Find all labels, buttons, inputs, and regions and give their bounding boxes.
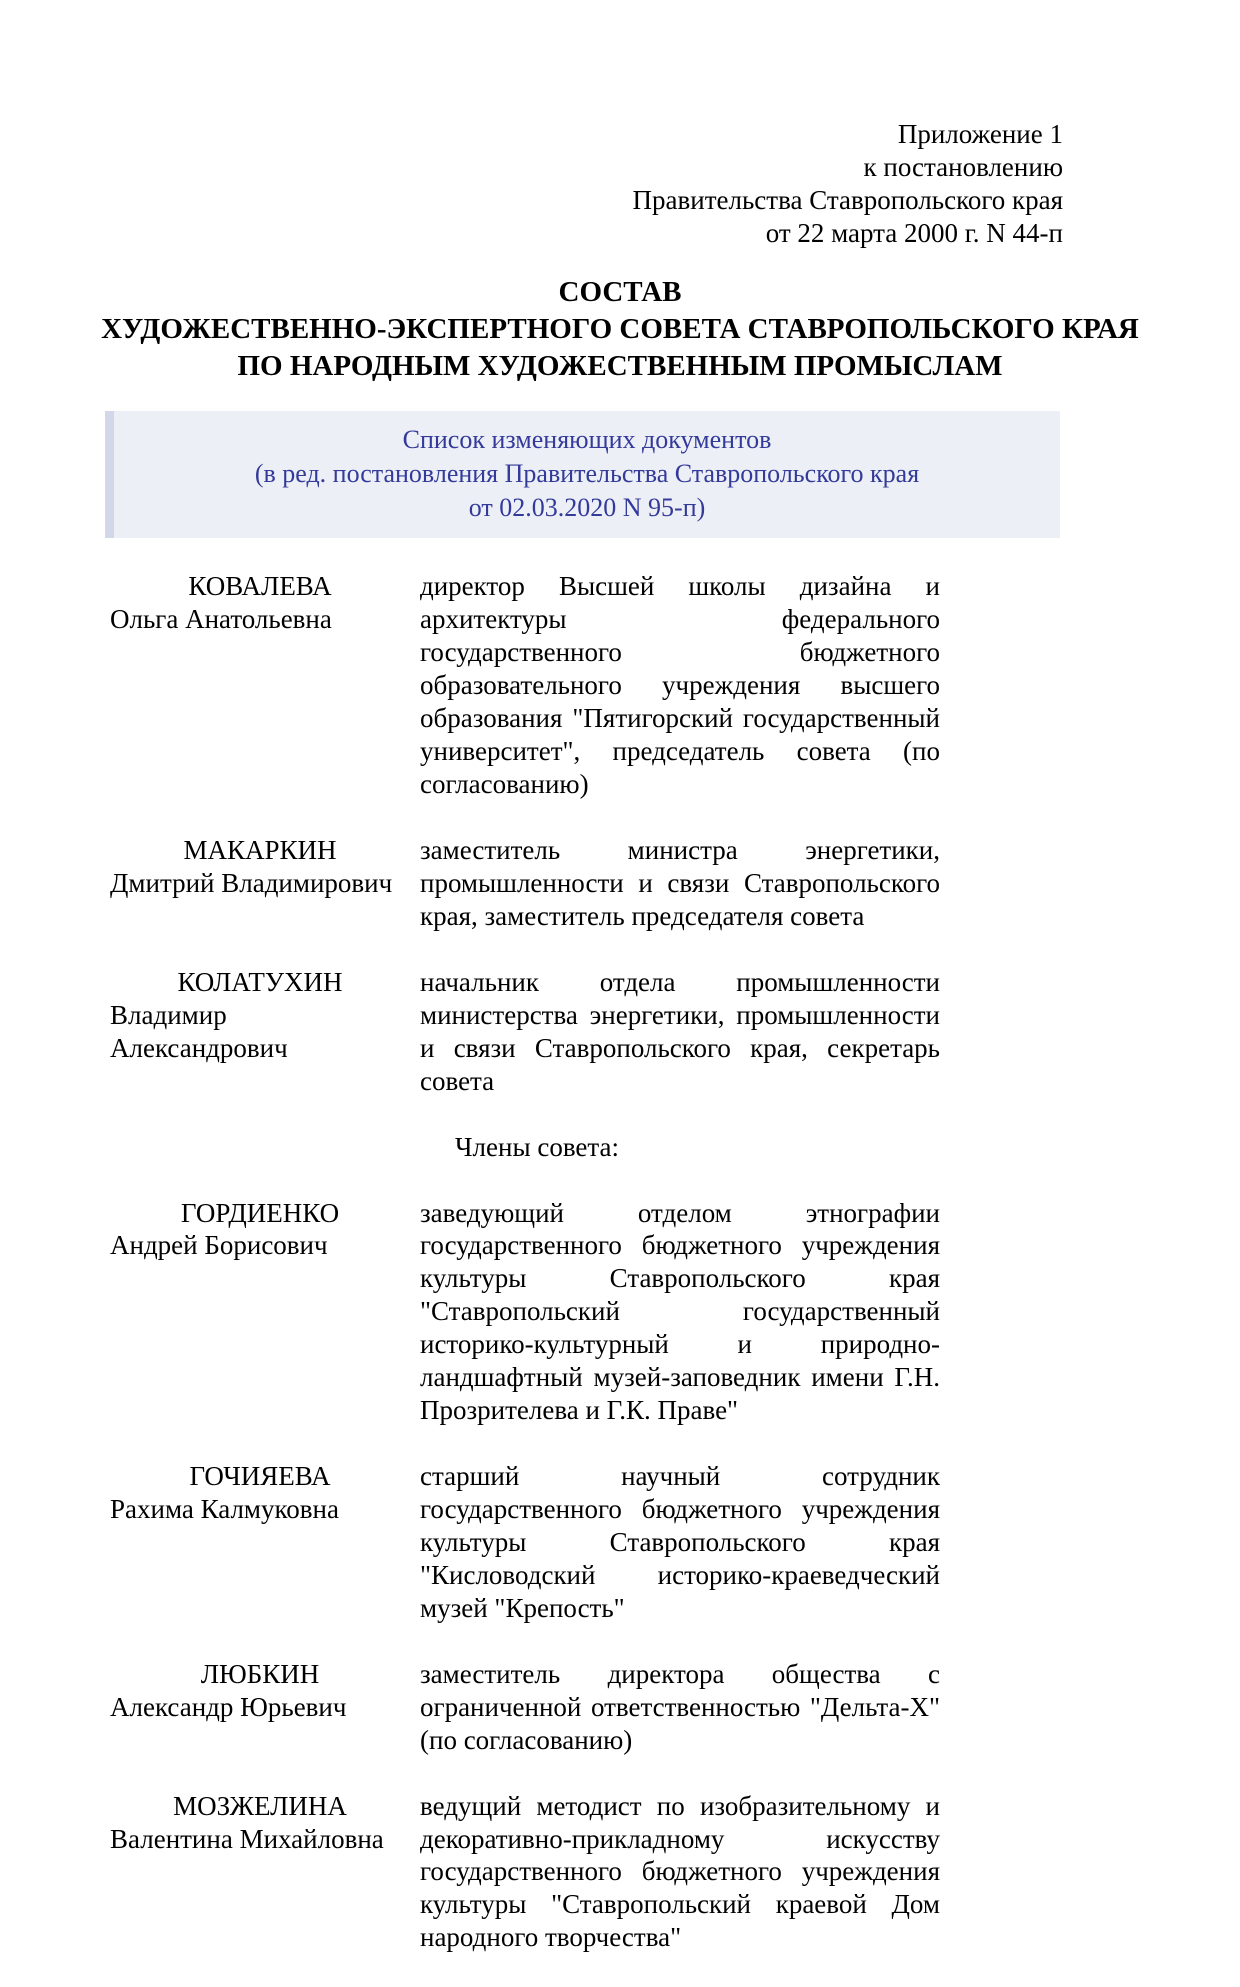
member-description: заведующий отделом этнографии государственного бюджетного учреждения культуры Ставропольского края "Ставропольский государственный историко-культурный и природно-ландшафтный музей-заповедник имени Г.Н. Прозрителева и Г.К. Праве" [420, 1197, 940, 1426]
appendix-header-line: Приложение 1 [897, 119, 1063, 149]
member-row [110, 570, 940, 801]
appendix-header-line: от 22 марта 2000 г. N 44-п [765, 217, 1063, 248]
member-given-name: Владимир Александрович [110, 999, 288, 1063]
member-given-name: Александр Юрьевич [110, 1691, 347, 1722]
member-name-block [110, 1197, 410, 1263]
member-name-block [110, 834, 410, 900]
document-title-line: ХУДОЖЕСТВЕННО-ЭКСПЕРТНОГО СОВЕТА СТАВРОПОЛЬСКОГО КРАЯ [101, 312, 1139, 345]
appendix-header [0, 118, 1240, 250]
member-row [110, 1460, 940, 1625]
document-title-line: СОСТАВ [558, 275, 682, 308]
member-name-block [110, 570, 410, 636]
member-surname: МАКАРКИН [183, 835, 337, 866]
member-given-name: Андрей Борисович [110, 1230, 328, 1261]
member-description: старший научный сотрудник государственного бюджетного учреждения культуры Ставропольского края "Кисловодский историко-краеведческий музей "Крепость" [420, 1461, 940, 1623]
amendments-box-line: Список изменяющих документов [402, 425, 772, 455]
member-surname: ЛЮБКИН [200, 1658, 320, 1689]
appendix-header-line: к постановлению [863, 151, 1063, 182]
member-description: заместитель министра энергетики, промышленности и связи Ставропольского края, заместитель председателя совета [420, 835, 940, 931]
amendments-box [105, 411, 1060, 538]
member-surname: ГОЧИЯЕВА [189, 1461, 331, 1492]
member-description: начальник отдела промышленности министерства энергетики, промышленности и связи Ставропольского края, секретарь совета [420, 966, 940, 1096]
members-list [110, 570, 940, 1954]
member-row [110, 1658, 940, 1757]
member-name-block [110, 1658, 410, 1724]
member-row [110, 834, 940, 933]
member-given-name: Рахима Калмуковна [110, 1494, 339, 1525]
member-description: ведущий методист по изобразительному и декоративно-прикладному искусству государственного бюджетного учреждения культуры "Ставропольский краевой Дом народного творчества" [420, 1790, 940, 1953]
member-surname: КОВАЛЕВА [188, 571, 332, 602]
amendments-box-line: от 02.03.2020 N 95-п) [468, 492, 706, 522]
member-given-name: Валентина Михайловна [110, 1823, 384, 1854]
member-description: заместитель директора общества с ограниченной ответственностью "Дельта-Х" (по согласованию) [420, 1658, 940, 1755]
member-surname: МОЗЖЕЛИНА [173, 1790, 347, 1821]
member-surname: КОЛАТУХИН [177, 966, 343, 997]
member-surname: ГОРДИЕНКО [180, 1197, 340, 1228]
member-row [110, 1197, 940, 1428]
section-label-members: Члены совета: [455, 1131, 620, 1162]
member-row [110, 1790, 940, 1955]
member-description: директор Высшей школы дизайна и архитектуры федерального государственного бюджетного образовательного учреждения высшего образования "Пятигорский государственный университет", председатель совета (по согласованию) [420, 571, 940, 800]
member-name-block [110, 1790, 410, 1856]
amendments-box-line: (в ред. постановления Правительства Ставропольского края [254, 458, 920, 488]
document-title-line: ПО НАРОДНЫМ ХУДОЖЕСТВЕННЫМ ПРОМЫСЛАМ [237, 349, 1003, 382]
appendix-header-line: Правительства Ставропольского края [632, 184, 1063, 215]
document-title [0, 274, 1240, 385]
member-name-block [110, 1460, 410, 1526]
member-given-name: Дмитрий Владимирович [110, 867, 393, 898]
member-name-block [110, 966, 410, 1065]
member-given-name: Ольга Анатольевна [110, 604, 332, 635]
member-row [110, 966, 940, 1098]
